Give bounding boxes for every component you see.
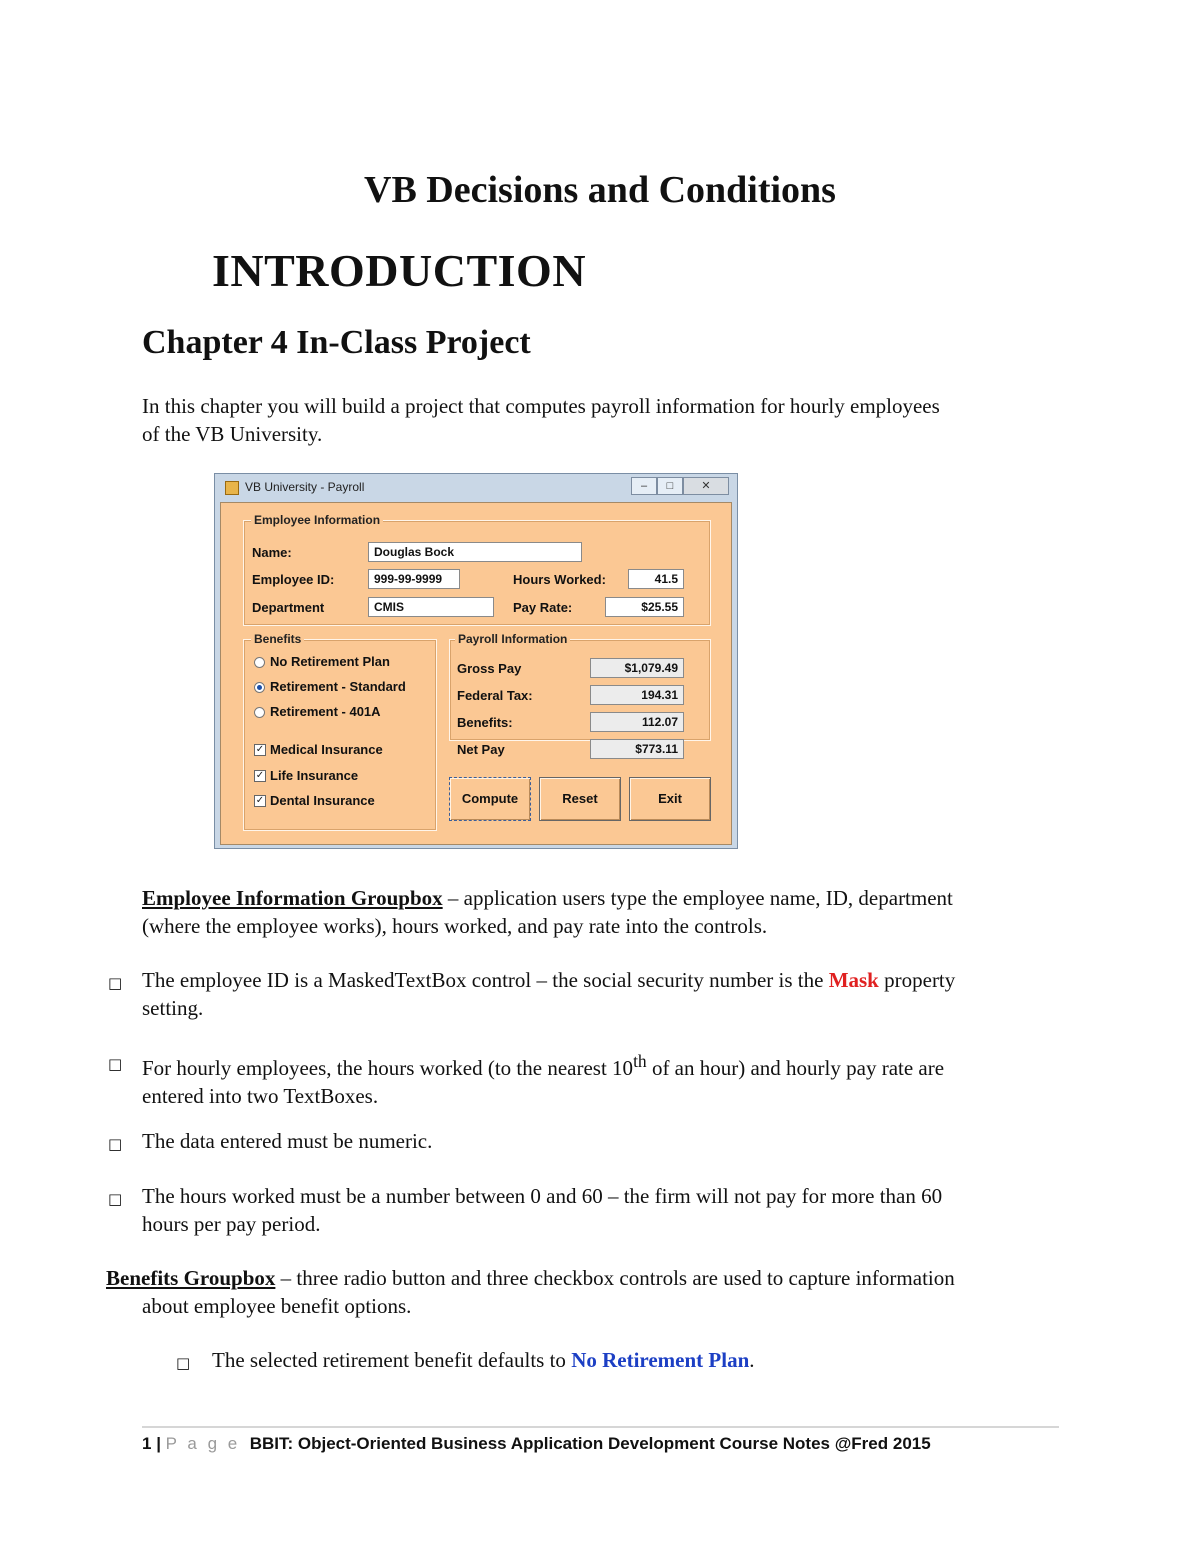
payroll-group-label: Payroll Information [455,632,570,646]
mask-keyword: Mask [828,968,879,992]
footer-separator: | [151,1434,166,1453]
bullet-icon: □ [108,1135,123,1153]
intro-line-1: In this chapter you will build a project that computes payroll information for hourly employees [142,394,940,418]
net-pay-field: $773.11 [590,739,684,759]
footer-divider [142,1426,1059,1428]
name-label: Name: [252,545,292,560]
retirement-default-paragraph [212,1346,1082,1374]
dental-insurance-label: Dental Insurance [270,793,375,808]
bullet-hours-text: For hourly employees, the hours worked (to the nearest 10 [142,1056,634,1080]
department-field: CMIS [368,597,494,617]
employee-groupbox-heading: Employee Information Groupbox [142,886,443,910]
bullet-icon: □ [108,1190,123,1208]
hours-worked-field: 41.5 [628,569,684,589]
course-name: BBIT: Object-Oriented Business Application Development Course Notes @Fred 2015 [249,1434,931,1453]
medical-checkbox: ✓ [255,744,265,755]
bullet-hours-paragraph [142,1047,1082,1110]
bullet-hours-line-1 [142,1047,1082,1082]
employee-id-field: 999-99-9999 [368,569,460,589]
minimize-icon: – [631,477,657,495]
no-retirement-plan-keyword: No Retirement Plan [571,1348,750,1372]
benefits-groupbox-line-2: about employee benefit options. [142,1294,412,1318]
pay-rate-field: $25.55 [605,597,684,617]
payroll-window-screenshot [214,473,738,849]
bullet-mask-text: The employee ID is a MaskedTextBox control – the social security number is the [142,968,829,992]
document-title: VB Decisions and Conditions [364,169,836,211]
benefits-groupbox-paragraph [106,1264,1082,1320]
federal-tax-field: 194.31 [590,685,684,705]
benefits-groupbox-line-1 [106,1264,1082,1292]
hours-worked-label: Hours Worked: [513,572,606,587]
bullet-icon: □ [108,974,123,992]
benefits-group-label: Benefits [251,632,304,646]
maximize-icon: □ [657,477,683,495]
life-checkbox: ✓ [255,770,265,781]
benefits-cost-label: Benefits: [457,715,513,730]
retirement-default-text: The selected retirement benefit defaults to [212,1348,572,1372]
compute-button: Compute [449,777,531,821]
employee-groupbox-line-2: (where the employee works), hours worked, and pay rate into the controls. [142,914,768,938]
window-title: VB University - Payroll [245,480,365,494]
window-client-area [220,502,732,845]
bullet-mask-text-end: property [878,968,956,992]
dental-checkbox: ✓ [255,795,265,806]
intro-line-2: of the VB University. [142,422,323,446]
employee-groupbox-text: – application users type the employee name, ID, department [442,886,953,910]
department-label: Department [252,600,325,615]
chapter-heading: Chapter 4 In-Class Project [142,324,531,361]
bullet-mask-line-2: setting. [142,996,204,1020]
radio-retirement-standard-label: Retirement - Standard [270,679,406,694]
benefits-cost-field: 112.07 [590,712,684,732]
radio-no-retirement [254,657,265,668]
page-footer [142,1434,931,1454]
page-number: 1 [142,1434,152,1453]
radio-retirement-401a [254,707,265,718]
app-icon [225,481,239,495]
medical-insurance-label: Medical Insurance [270,742,383,757]
federal-tax-label: Federal Tax: [457,688,533,703]
employee-id-label: Employee ID: [252,572,335,587]
bullet-range-line-1: The hours worked must be a number between 0 and 60 – the firm will not pay for more than 60 [142,1184,943,1208]
radio-retirement-standard [254,682,265,693]
gross-pay-field: $1,079.49 [590,658,684,678]
bullet-icon: □ [176,1354,191,1372]
reset-button: Reset [539,777,621,821]
life-insurance-label: Life Insurance [270,768,359,783]
bullet-mask-paragraph [142,966,1082,1022]
section-heading: INTRODUCTION [212,245,587,296]
employee-groupbox-line-1 [142,884,1082,912]
name-field: Douglas Bock [368,542,582,562]
window-titlebar [215,474,737,502]
intro-paragraph [142,392,1082,448]
bullet-numeric-paragraph: The data entered must be numeric. [142,1129,433,1153]
bullet-mask-line-1 [142,966,1082,994]
close-icon: ✕ [683,477,729,495]
net-pay-label: Net Pay [457,742,505,757]
bullet-range-paragraph [142,1182,1082,1238]
bullet-hours-line-2: entered into two TextBoxes. [142,1084,379,1108]
page-word: P a g e [165,1434,241,1453]
bullet-range-line-2: hours per pay period. [142,1212,321,1236]
exit-button: Exit [629,777,711,821]
pay-rate-label: Pay Rate: [513,600,573,615]
benefits-groupbox-heading: Benefits Groupbox [106,1266,276,1290]
employee-group-label: Employee Information [251,513,383,527]
gross-pay-label: Gross Pay [457,661,522,676]
bullet-hours-text-end: of an hour) and hourly pay rate are [646,1056,945,1080]
radio-no-retirement-label: No Retirement Plan [270,654,390,669]
superscript-th: th [633,1051,647,1071]
employee-groupbox-paragraph [142,884,1082,940]
benefits-groupbox-text: – three radio button and three checkbox controls are used to capture information [275,1266,955,1290]
radio-retirement-401a-label: Retirement - 401A [270,704,381,719]
bullet-icon: □ [108,1055,123,1073]
retirement-default-period: . [749,1348,755,1372]
